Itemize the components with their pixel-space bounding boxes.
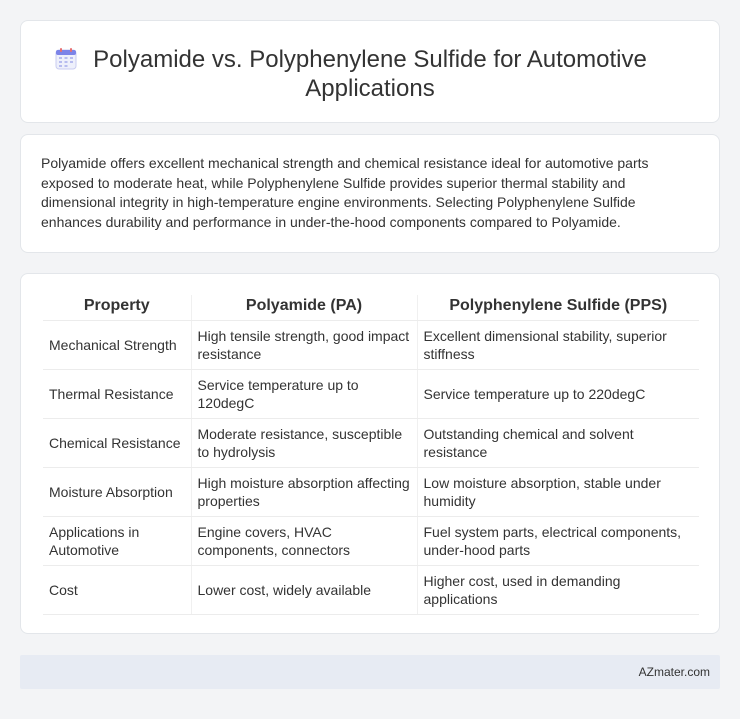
summary-card [20, 134, 720, 253]
footer-bar [20, 655, 720, 689]
polyamide-cell: High tensile strength, good impact resistance [191, 320, 417, 369]
summary-text: Polyamide offers excellent mechanical strength and chemical resistance ideal for automotive parts exposed to moderate heat, while Polyphenylene Sulfide provides superior thermal stability and dimensional integrity in high-temperature engine environments. Selecting Polyphenylene Sulfide enhances durability and performance in under-the-hood components compared to Polyamide. [41, 155, 649, 231]
table-row [43, 418, 699, 467]
polyamide-cell: Service temperature up to 120degC [191, 369, 417, 418]
property-cell: Chemical Resistance [43, 418, 191, 467]
table-header-row [43, 295, 699, 320]
footer-brand-link[interactable]: AZmater.com [638, 665, 710, 679]
title-card [20, 20, 720, 123]
comparison-table-card [20, 273, 720, 634]
comparison-table [43, 295, 699, 615]
pps-cell: Fuel system parts, electrical components, under-hood parts [417, 516, 699, 565]
pps-cell: Outstanding chemical and solvent resistance [417, 418, 699, 467]
table-row [43, 516, 699, 565]
polyamide-cell: Moderate resistance, susceptible to hydrolysis [191, 418, 417, 467]
property-cell: Thermal Resistance [43, 369, 191, 418]
page-title: Polyamide vs. Polyphenylene Sulfide for Automotive Applications [93, 46, 647, 102]
property-cell: Cost [43, 565, 191, 614]
polyamide-cell: High moisture absorption affecting properties [191, 467, 417, 516]
column-header-polyamide: Polyamide (PA) [191, 295, 417, 320]
table-row [43, 320, 699, 369]
property-cell: Applications in Automotive [43, 516, 191, 565]
pps-cell: Higher cost, used in demanding applications [417, 565, 699, 614]
table-row [43, 565, 699, 614]
pps-cell: Service temperature up to 220degC [417, 369, 699, 418]
pps-cell: Excellent dimensional stability, superior stiffness [417, 320, 699, 369]
table-row [43, 369, 699, 418]
column-header-property: Property [43, 295, 191, 320]
polyamide-cell: Lower cost, widely available [191, 565, 417, 614]
property-cell: Mechanical Strength [43, 320, 191, 369]
polyamide-cell: Engine covers, HVAC components, connectors [191, 516, 417, 565]
pps-cell: Low moisture absorption, stable under humidity [417, 467, 699, 516]
property-cell: Moisture Absorption [43, 467, 191, 516]
table-row [43, 467, 699, 516]
column-header-pps: Polyphenylene Sulfide (PPS) [417, 295, 699, 320]
